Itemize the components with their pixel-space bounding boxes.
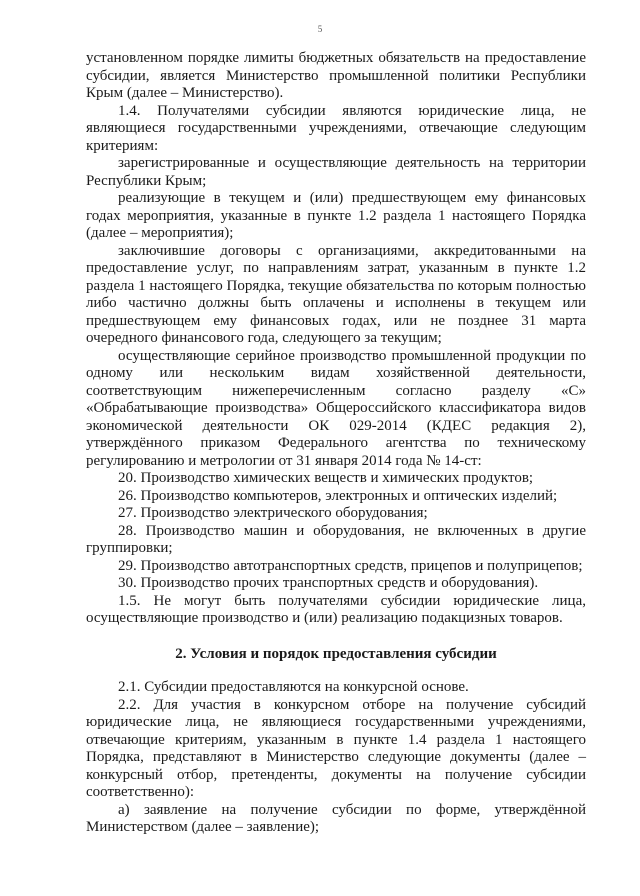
paragraph: реализующие в текущем и (или) предшествующем ему финансовых годах мероприятия, указанные в пункте 1.2 раздела 1 настоящего Порядка (далее – мероприятия); bbox=[86, 190, 586, 241]
paragraph: 2.2. Для участия в конкурсном отборе на получение субсидий юридические лица, не являющиеся государственными учреждениями, отвечающие критериям, указанным в пункте 1.4 раздела 1 настоящего Порядка, представляют в Министерство следующие документы (далее – конкурсный отбор, претенденты, документы на получение субсидии соответственно): bbox=[86, 696, 586, 800]
section-2-body bbox=[86, 679, 586, 837]
paragraph: 28. Производство машин и оборудования, не включенных в другие группировки; bbox=[86, 522, 586, 556]
section-heading: 2. Условия и порядок предоставления субсидии bbox=[175, 645, 497, 662]
document-body bbox=[86, 50, 586, 837]
paragraph: зарегистрированные и осуществляющие деятельность на территории Республики Крым; bbox=[86, 155, 586, 189]
paragraph: 2.1. Субсидии предоставляются на конкурсной основе. bbox=[118, 679, 469, 695]
paragraph: 27. Производство электрического оборудования; bbox=[118, 505, 428, 521]
paragraph: 26. Производство компьютеров, электронных и оптических изделий; bbox=[118, 487, 558, 504]
paragraph: 29. Производство автотранспортных средств, прицепов и полуприцепов; bbox=[118, 557, 583, 574]
paragraph: заключившие договоры с организациями, аккредитованными на предоставление услуг, по направлениям затрат, указанным в пункте 1.2 раздела 1 настоящего Порядка, текущие обязательства по которым полностью либо частично должны быть оплачены и исполнены в текущем или предшествующем ему финансовых годах, или не позднее 31 марта очередного финансового года, следующего за текущим; bbox=[86, 242, 586, 346]
paragraph: установленном порядке лимиты бюджетных обязательств на предоставление субсидии, является Министерство промышленной политики Республики Крым (далее – Министерство). bbox=[86, 50, 586, 101]
paragraph: 1.5. Не могут быть получателями субсидии юридические лица, осуществляющие производство и (или) реализацию подакцизных товаров. bbox=[86, 592, 586, 626]
paragraph: 30. Производство прочих транспортных средств и оборудования). bbox=[118, 575, 539, 591]
paragraph: 20. Производство химических веществ и химических продуктов; bbox=[118, 470, 534, 486]
page-number: 5 bbox=[317, 24, 323, 34]
paragraph: а) заявление на получение субсидии по форме, утверждённой Министерством (далее – заявление); bbox=[86, 801, 586, 835]
paragraph: 1.4. Получателями субсидии являются юридические лица, не являющиеся государственными учреждениями, отвечающие следующим критериям: bbox=[86, 102, 586, 154]
section-1-continuation bbox=[86, 50, 586, 628]
paragraph: осуществляющие серийное производство промышленной продукции по одному или нескольким видам хозяйственной деятельности, соответствующим нижеперечисленным согласно разделу «С» «Обрабатывающие производства» Общероссийского классификатора видов экономической деятельности ОК 029-2014 (КДЕС редакция 2), утверждённого приказом Федерального агентства по техническому регулированию и метрологии от 31 января 2014 года № 14-ст: bbox=[86, 347, 586, 469]
